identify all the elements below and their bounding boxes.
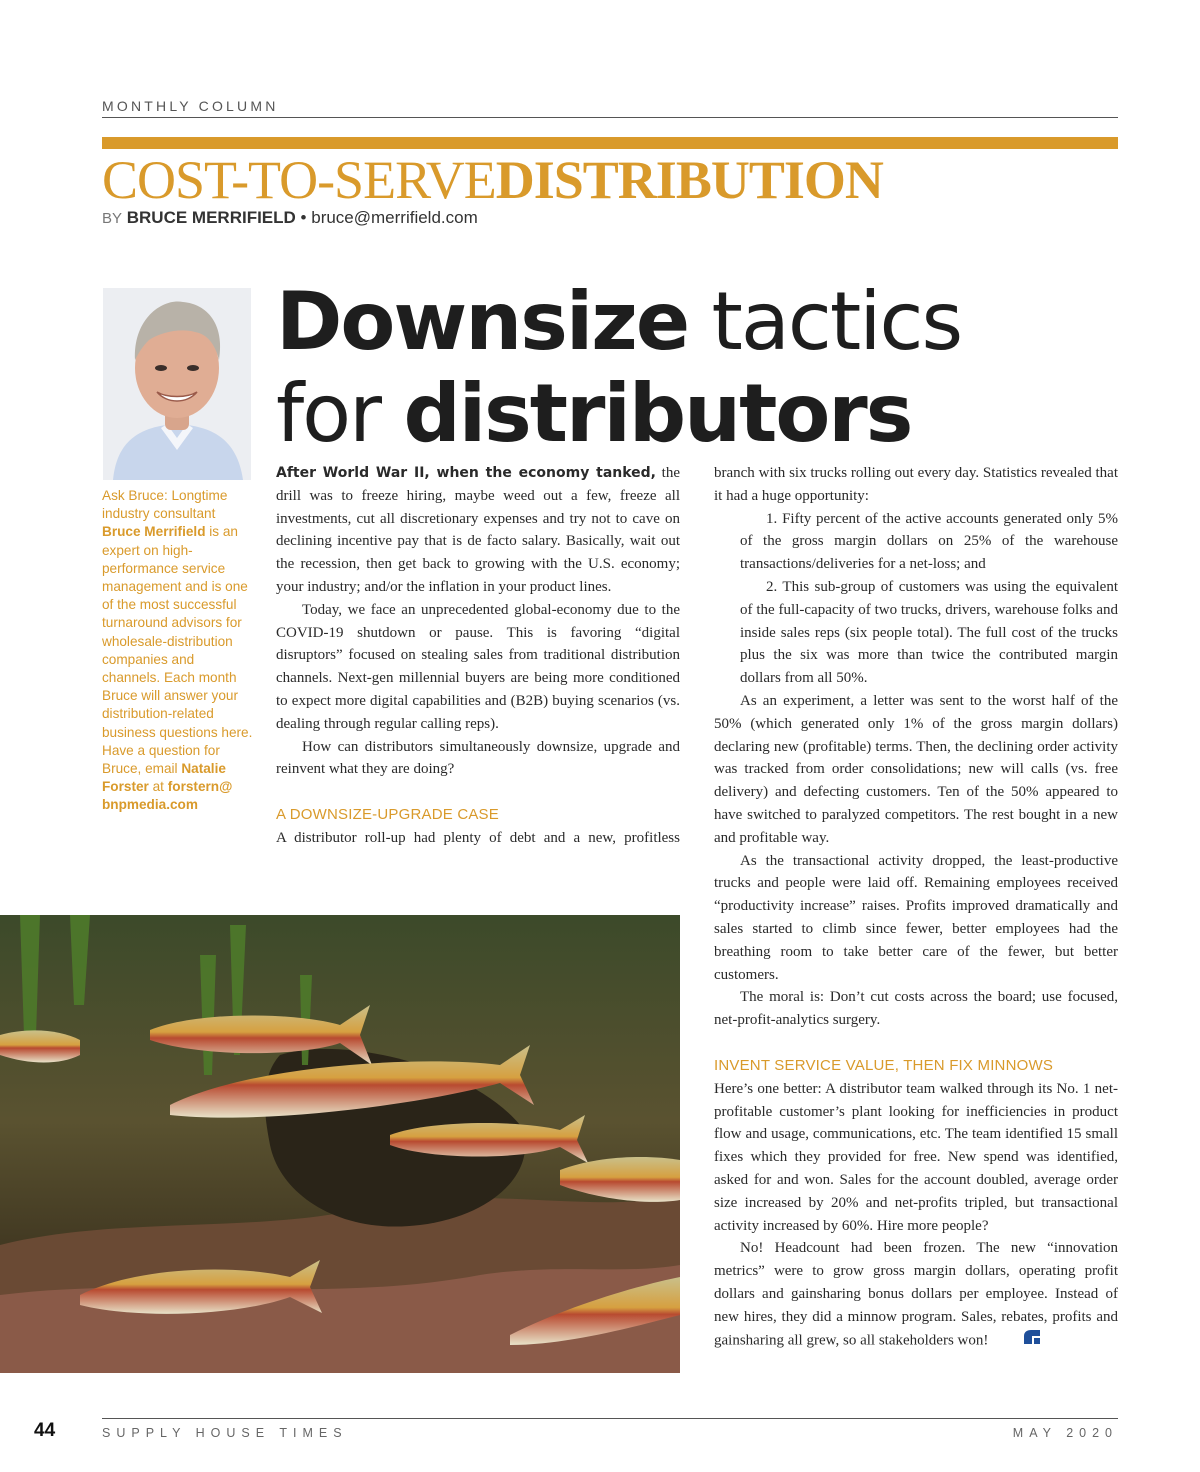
paragraph-9	[714, 1237, 1118, 1354]
article-column-2	[714, 462, 1118, 1354]
paragraph-2: Today, we face an unprecedented global-economy due to the COVID-19 shutdown or pause. This is favoring “digital disruptors” focused on stealing sales from traditional distribution channels. Next-gen millennial buyers are being more conditioned to expect more digital capabilities and (B2B) buying scenarios (vs. dealing through regular calling reps).	[276, 601, 680, 732]
headline-bold-1: Downsize	[276, 275, 689, 368]
paragraph-7: The moral is: Don’t cut costs across the board; use focused, net-profit-analytics surgery.	[714, 989, 1118, 1029]
author-email[interactable]: bruce@merrifield.com	[311, 208, 478, 227]
column-title-bold: DISTRIBUTION	[495, 150, 883, 210]
paragraph-6: As the transactional activity dropped, the least-productive trucks and people were laid off. Remaining employees received “productivity increase” raises. Profits improved dramatically and sales started to climb since fewer, better employees had the breathing room to take better care of the fewer, but better customers.	[714, 852, 1118, 983]
minnows-illustration	[0, 915, 680, 1373]
paragraph-1-text: the drill was to freeze hiring, maybe weed out a few, freeze all investments, cut all discretionary expenses and try not to cave on declining incentive pay that is de facto salary. Basically, wait out the recession, then get back to growing with the U.S. economy; your industry; and/or the inflation in your product lines.	[276, 465, 680, 595]
paragraph-4-continued: branch with six trucks rolling out every day. Statistics revealed that it had a huge opportunity:	[714, 465, 1118, 504]
footer-divider	[102, 1418, 1118, 1419]
headline-line-2	[276, 368, 961, 460]
column-title	[102, 150, 883, 210]
paragraph-9-text: No! Headcount had been frozen. The new “innovation metrics” were to grow gross margin dollars, operating profit dollars and gainsharing bonus dollars per employee. Instead of new hires, they did a minnow program. Sales, rebates, profits and gainsharing all grew, so all stakeholders won!	[714, 1240, 1118, 1349]
header-divider	[102, 117, 1118, 118]
byline	[102, 208, 478, 228]
issue-date: MAY 2020	[1012, 1426, 1118, 1440]
headline-bold-2: distributors	[403, 367, 912, 460]
bio-text-3: at	[148, 779, 168, 795]
article-column-1	[276, 462, 680, 850]
accent-bar	[102, 137, 1118, 149]
author-name: BRUCE MERRIFIELD	[126, 208, 296, 227]
author-bio-sidebar	[102, 487, 254, 815]
byline-separator: •	[300, 208, 307, 227]
list-item-1: 1. Fifty percent of the active accounts generated only 5% of the gross margin dollars on 25% of the warehouse transactions/deliveries for a net-loss; and	[740, 510, 1118, 573]
bio-author-name: Bruce Merrifield	[102, 524, 206, 540]
bio-contact-name: Natalie Forster	[102, 761, 226, 795]
bio-text-1: Ask Bruce: Longtime industry consultant	[102, 488, 228, 522]
list-item-2: 2. This sub-group of customers was using the equivalent of the full-capacity of two trucks, drivers, warehouse folks and inside sales reps (six people total). The full cost of the trucks plus the six was more than twice the contributed margin dollars from all 50%.	[740, 578, 1118, 687]
paragraph-8: Here’s one better: A distributor team walked through its No. 1 net-profitable customer’s plant looking for inefficiencies in product flow and usage, communications, etc. The team identified 15 small fixes which they provided for free. New spend was identified, asked for and won. Sales for the account doubled, average order size increased by 20% and net-profits tripled, but transactional activity increased by 60%. Hire more people?	[714, 1080, 1118, 1234]
lead-in: After World War II, when the economy tanked,	[276, 465, 656, 481]
subheading-downsize-case: A DOWNSIZE-UPGRADE CASE	[276, 806, 499, 824]
section-kicker: MONTHLY COLUMN	[102, 98, 279, 114]
publication-name: SUPPLY HOUSE TIMES	[102, 1426, 348, 1440]
paragraph-4-start: A distributor roll-up had plenty of debt and a new, profitless	[276, 829, 680, 846]
headline-light-2: for	[276, 367, 404, 460]
paragraph-5: As an experiment, a letter was sent to the worst half of the 50% (which generated only 1% of the gross margin dollars) declaring new (profitable) terms. Then, the declining order activity was tracked from order consolidations; new will calls (vs. free delivery) and defecting customers. Ten of the 50% appeared to have switched to paralyzed competitors. The rest bought in a new and profitable way.	[714, 692, 1118, 846]
byline-by: BY	[102, 210, 123, 227]
article-headline	[276, 276, 961, 460]
headline-line-1	[276, 276, 961, 368]
headline-light-1: tactics	[688, 275, 962, 368]
subheading-invent-service: INVENT SERVICE VALUE, THEN FIX MINNOWS	[714, 1056, 1054, 1074]
end-mark-icon	[996, 1328, 1042, 1354]
paragraph-3: How can distributors simultaneously downsize, upgrade and reinvent what they are doing?	[276, 738, 680, 778]
aquarium-minnows-photo	[0, 915, 680, 1373]
page-number: 44	[34, 1420, 56, 1441]
bio-text-2: is an expert on high-performance service management and is one of the most successful turnaround advisors for wholesale-distribution companies and channels. Each month Bruce will answer your distribution-related business questions here. Have a question for Bruce, email	[102, 524, 253, 777]
bio-contact-email[interactable]: forstern@ bnpmedia.com	[102, 779, 233, 813]
author-photo	[103, 288, 251, 480]
author-portrait-illustration	[103, 288, 251, 480]
paragraph-1	[276, 462, 680, 599]
column-title-light: COST-TO-SERVE	[102, 150, 496, 210]
